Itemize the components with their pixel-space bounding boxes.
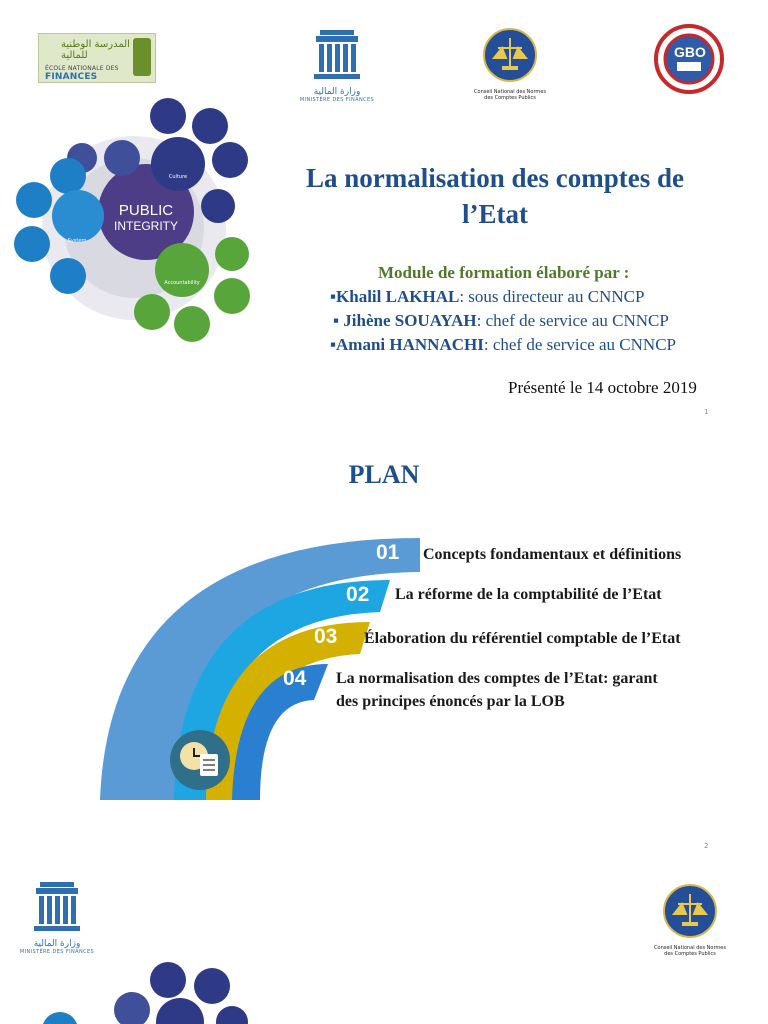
page-number: 1 (704, 408, 709, 416)
author-role: : chef de service au CNNCP (483, 335, 676, 354)
cnncp-caption-1: Conseil National des Normes (654, 945, 726, 951)
page-title (270, 160, 720, 232)
title-line-1: La normalisation des comptes de (306, 163, 684, 193)
gbo-logo-text: GBO (674, 44, 706, 60)
plan-item-03: Élaboration du référentiel comptable de l’Etat (364, 630, 681, 647)
slide-plan (0, 430, 768, 860)
author-name: Khalil LAKHAL (336, 287, 460, 306)
infographic-center-line2: INTEGRITY (113, 219, 178, 233)
ministry-logo (296, 24, 378, 106)
cnncp-caption-1: Conseil National des Normes (474, 89, 546, 95)
infographic-node-culture: Culture (168, 174, 188, 180)
cnncp-seal-icon (470, 26, 550, 84)
author-role: : chef de service au CNNCP (476, 311, 669, 330)
cnncp-caption-2: des Comptes Publics (664, 951, 716, 957)
enf-logo-mark-icon (133, 38, 151, 76)
plan-number-04: 04 (283, 667, 307, 690)
gbo-logo (650, 24, 728, 94)
module-heading: Module de formation élaboré par : (378, 263, 630, 282)
author-bullet: ▪ (333, 311, 344, 330)
plan-item-04 (336, 667, 658, 713)
infographic-node-system: System (67, 238, 87, 244)
author-name: Amani HANNACHI (336, 335, 484, 354)
infographic-center-line1: PUBLIC (118, 202, 174, 219)
ministry-logo-arabic: وزارة المالية (313, 87, 361, 97)
cnncp-seal-icon (650, 882, 730, 940)
plan-number-02: 02 (346, 583, 370, 606)
public-integrity-infographic-partial (40, 960, 260, 1024)
enf-logo (38, 33, 156, 83)
cnncp-logo (470, 26, 550, 101)
author-name: Jihène SOUAYAH (343, 311, 477, 330)
enf-logo-finances: FINANCES (45, 72, 98, 82)
presented-date: Présenté le 14 octobre 2019 (508, 378, 697, 397)
ministry-logo-french: MINISTÈRE DES FINANCES (299, 97, 375, 103)
author-row (330, 285, 750, 309)
slide-partial (0, 860, 768, 1024)
title-line-2: l’Etat (462, 199, 528, 229)
authors-list (330, 285, 750, 357)
ministry-building-icon (296, 24, 378, 82)
page-number: 2 (704, 842, 709, 850)
plan-title: PLAN (348, 460, 420, 489)
author-role: : sous directeur au CNNCP (459, 287, 645, 306)
author-bullet: ▪ (330, 335, 337, 354)
clock-checklist-icon (168, 728, 232, 792)
cnncp-caption-2: des Comptes Publics (484, 95, 536, 101)
enf-logo-french-text: ÉCOLE NATIONALE DES (45, 65, 119, 72)
cnncp-logo (650, 882, 730, 957)
ministry-building-icon (16, 876, 98, 934)
author-bullet: ▪ (330, 287, 337, 306)
infographic-node-accountability: Accountability (164, 280, 200, 286)
infographic-center-label (108, 202, 184, 233)
plan-item-02: La réforme de la comptabilité de l’Etat (395, 586, 662, 603)
ministry-logo-french: MINISTÈRE DES FINANCES (19, 949, 95, 955)
author-row (330, 333, 750, 357)
plan-item-04-line2: des principes énoncés par la LOB (336, 693, 565, 710)
plan-item-04-line1: La normalisation des comptes de l’Etat: garant (336, 670, 658, 687)
slide-title (0, 0, 768, 430)
plan-number-01: 01 (376, 541, 400, 564)
plan-item-01: Concepts fondamentaux et définitions (423, 546, 682, 563)
author-row (330, 309, 750, 333)
ministry-logo (16, 876, 98, 958)
plan-number-03: 03 (314, 625, 338, 648)
ministry-logo-arabic: وزارة المالية (33, 939, 81, 949)
enf-logo-arabic: المدرسة الوطنية للمالية (61, 39, 130, 61)
